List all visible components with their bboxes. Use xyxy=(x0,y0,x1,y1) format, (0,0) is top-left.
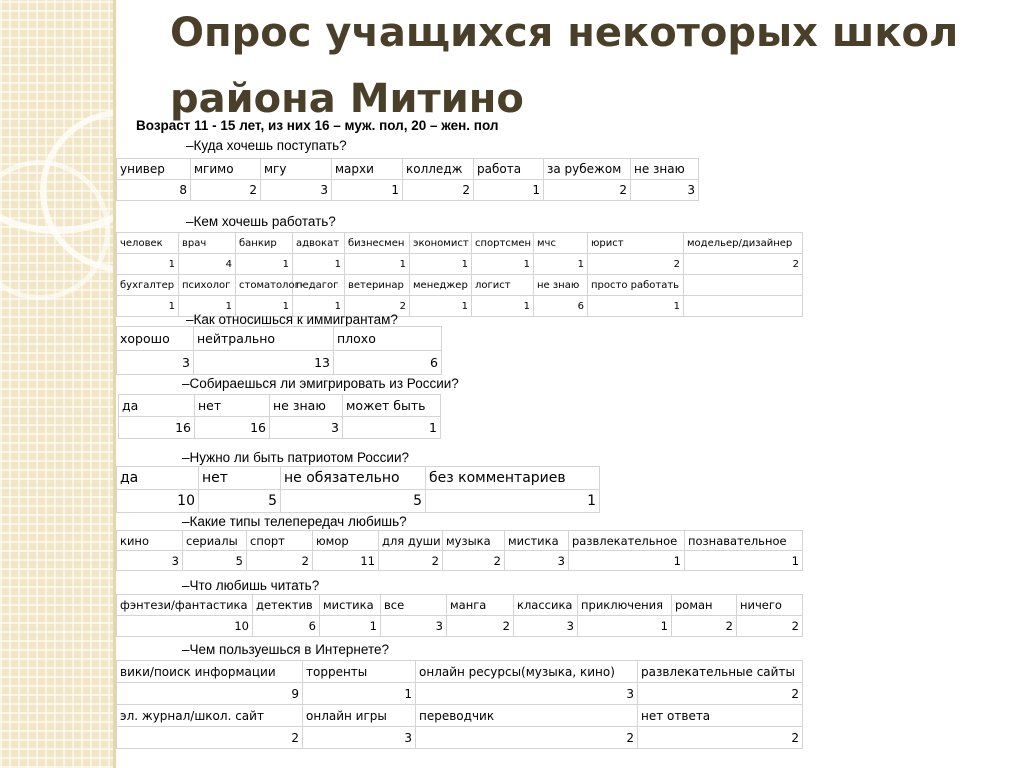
table-emigration xyxy=(118,394,441,439)
table-cell: 3 xyxy=(303,727,416,749)
table-cell: психолог xyxy=(179,275,236,296)
table-cell: 5 xyxy=(183,551,247,571)
table-cell: 1 xyxy=(685,551,803,571)
table-row xyxy=(117,490,600,513)
table-cell: 1 xyxy=(578,616,672,637)
table-cell xyxy=(684,275,803,296)
table-row xyxy=(117,595,803,616)
table-cell: 5 xyxy=(281,490,426,513)
question-heading: –Куда хочешь поступать? xyxy=(186,138,347,153)
table-cell: менеджер xyxy=(410,275,472,296)
table-cell: 3 xyxy=(270,417,343,439)
table-cell: для души xyxy=(379,531,443,551)
table-cell: бухгалтер xyxy=(117,275,179,296)
table-cell: детектив xyxy=(253,595,320,616)
table-cell: спортсмен xyxy=(472,233,534,254)
table-cell: стоматолог- xyxy=(236,275,293,296)
table-row xyxy=(117,351,442,375)
table-cell: нет xyxy=(195,395,270,417)
table-row xyxy=(117,531,803,551)
table-cell: хорошо xyxy=(117,327,194,351)
table-profession xyxy=(116,232,803,317)
table-row xyxy=(117,551,803,571)
table-cell: мчс xyxy=(534,233,588,254)
table-cell: 3 xyxy=(117,351,194,375)
table-cell: 1 xyxy=(117,296,179,317)
table-row xyxy=(117,683,803,705)
table-cell: за рубежом xyxy=(544,159,631,180)
question-heading: –Что любишь читать? xyxy=(182,578,320,593)
table-cell: 2 xyxy=(588,254,684,275)
table-cell: 1 xyxy=(474,180,544,201)
table-cell: логист xyxy=(472,275,534,296)
decorative-side-panel xyxy=(0,0,113,768)
table-cell: 10 xyxy=(117,490,199,513)
table-cell: 1 xyxy=(588,296,684,317)
table-cell: 3 xyxy=(381,616,447,637)
table-cell: врач xyxy=(179,233,236,254)
table-cell: педагог xyxy=(293,275,345,296)
table-cell: не обязательно xyxy=(281,467,426,490)
question-heading: –Чем пользуешься в Интернете? xyxy=(182,642,389,657)
table-cell: музыка xyxy=(443,531,505,551)
table-row xyxy=(117,705,803,727)
table-cell: плохо xyxy=(334,327,442,351)
table-cell: онлайн ресурсы(музыка, кино) xyxy=(416,661,638,683)
decorative-side-panel-edge xyxy=(113,0,116,768)
table-cell: 2 xyxy=(247,551,313,571)
table-cell: не знаю xyxy=(631,159,699,180)
table-cell: все xyxy=(381,595,447,616)
table-internet xyxy=(116,660,803,749)
table-cell: юрист xyxy=(588,233,684,254)
table-cell: переводчик xyxy=(416,705,638,727)
table-cell: развлекательные сайты xyxy=(638,661,803,683)
table-row xyxy=(117,727,803,749)
table-cell: да xyxy=(119,395,195,417)
table-cell: просто работать xyxy=(588,275,684,296)
table-cell: ветеринар xyxy=(345,275,410,296)
survey-subtitle: Возраст 11 - 15 лет, из них 16 – муж. пол, 20 – жен. пол xyxy=(136,118,499,133)
table-cell: онлайн игры xyxy=(303,705,416,727)
table-cell: мистика xyxy=(320,595,381,616)
question-heading: –Собираешься ли эмигрировать из России? xyxy=(182,376,459,391)
table-cell: бизнесмен xyxy=(345,233,410,254)
table-cell: 2 xyxy=(638,727,803,749)
table-cell: нет ответа xyxy=(638,705,803,727)
table-cell: 1 xyxy=(320,616,381,637)
table-cell: 1 xyxy=(472,296,534,317)
table-immigrants xyxy=(116,326,442,375)
table-cell: не знаю xyxy=(534,275,588,296)
table-cell: эл. журнал/школ. сайт xyxy=(117,705,303,727)
table-cell: колледж xyxy=(403,159,474,180)
table-row xyxy=(117,180,699,201)
table-cell: без комментариев xyxy=(426,467,600,490)
table-cell: классика xyxy=(514,595,578,616)
table-cell: роман xyxy=(672,595,737,616)
table-cell: 1 xyxy=(472,254,534,275)
table-cell: 1 xyxy=(426,490,600,513)
table-cell: мархи xyxy=(332,159,403,180)
table-cell: 1 xyxy=(236,296,293,317)
table-reading xyxy=(116,594,803,637)
table-cell: банкир xyxy=(236,233,293,254)
table-cell: 1 xyxy=(293,296,345,317)
table-cell: торренты xyxy=(303,661,416,683)
table-cell: приключения xyxy=(578,595,672,616)
table-cell: 6 xyxy=(534,296,588,317)
table-university xyxy=(116,158,699,201)
table-cell: экономист xyxy=(410,233,472,254)
table-cell: юмор xyxy=(313,531,379,551)
table-row xyxy=(117,661,803,683)
table-cell: 2 xyxy=(737,616,803,637)
table-row xyxy=(119,395,441,417)
table-cell: вики/поиск информации xyxy=(117,661,303,683)
table-row xyxy=(117,467,600,490)
table-row xyxy=(117,275,803,296)
table-cell: нет xyxy=(199,467,281,490)
table-cell: 1 xyxy=(303,683,416,705)
table-tv-shows xyxy=(116,530,803,571)
table-cell: 2 xyxy=(638,683,803,705)
table-cell: спорт xyxy=(247,531,313,551)
table-cell: 2 xyxy=(117,727,303,749)
table-cell: кино xyxy=(117,531,183,551)
table-cell: фэнтези/фантастика xyxy=(117,595,253,616)
table-cell: 16 xyxy=(195,417,270,439)
table-cell: 3 xyxy=(261,180,332,201)
table-cell: 3 xyxy=(505,551,569,571)
table-cell: универ xyxy=(117,159,191,180)
table-row xyxy=(117,233,803,254)
table-cell: нейтрально xyxy=(194,327,334,351)
table-cell: 13 xyxy=(194,351,334,375)
table-cell: 2 xyxy=(191,180,261,201)
slide-title xyxy=(170,0,990,132)
table-row xyxy=(117,327,442,351)
table-cell: 9 xyxy=(117,683,303,705)
table-cell: 2 xyxy=(447,616,514,637)
table-cell: 1 xyxy=(293,254,345,275)
table-row xyxy=(119,417,441,439)
table-cell: 2 xyxy=(345,296,410,317)
table-cell: 2 xyxy=(672,616,737,637)
table-cell: 1 xyxy=(117,254,179,275)
table-cell: 6 xyxy=(334,351,442,375)
table-cell: 4 xyxy=(179,254,236,275)
table-cell: человек xyxy=(117,233,179,254)
table-cell: 3 xyxy=(514,616,578,637)
table-cell: адвокат xyxy=(293,233,345,254)
table-cell: 2 xyxy=(403,180,474,201)
table-row xyxy=(117,159,699,180)
table-cell: мгу xyxy=(261,159,332,180)
table-cell: 1 xyxy=(236,254,293,275)
table-cell: 3 xyxy=(631,180,699,201)
table-cell: не знаю xyxy=(270,395,343,417)
table-cell: развлекательное xyxy=(569,531,685,551)
table-cell: модельер/дизайнер xyxy=(684,233,803,254)
table-row xyxy=(117,616,803,637)
table-patriotism xyxy=(116,466,600,513)
question-heading: –Какие типы телепередач любишь? xyxy=(182,514,407,529)
table-cell: 2 xyxy=(684,254,803,275)
question-heading: –Кем хочешь работать? xyxy=(186,214,336,229)
table-cell: 2 xyxy=(379,551,443,571)
table-cell: 1 xyxy=(179,296,236,317)
table-cell: 3 xyxy=(416,683,638,705)
table-cell xyxy=(684,296,803,317)
question-heading: –Как относишься к иммигрантам? xyxy=(186,312,398,327)
table-cell: да xyxy=(117,467,199,490)
table-cell: 10 xyxy=(117,616,253,637)
table-row xyxy=(117,254,803,275)
table-cell: 8 xyxy=(117,180,191,201)
table-cell: 5 xyxy=(199,490,281,513)
table-cell: 3 xyxy=(117,551,183,571)
table-cell: познавательное xyxy=(685,531,803,551)
table-cell: 2 xyxy=(443,551,505,571)
table-cell: работа xyxy=(474,159,544,180)
table-cell: 1 xyxy=(343,417,441,439)
table-cell: 1 xyxy=(534,254,588,275)
slide-title-line2: района Митино xyxy=(170,76,524,122)
table-cell: 2 xyxy=(416,727,638,749)
table-cell: может быть xyxy=(343,395,441,417)
table-cell: мгимо xyxy=(191,159,261,180)
table-cell: 1 xyxy=(332,180,403,201)
table-cell: 1 xyxy=(410,296,472,317)
table-cell: 1 xyxy=(345,254,410,275)
table-cell: ничего xyxy=(737,595,803,616)
slide-title-line1: Опрос учащихся некоторых школ xyxy=(170,10,959,56)
table-cell: мистика xyxy=(505,531,569,551)
question-heading: –Нужно ли быть патриотом России? xyxy=(182,450,410,465)
table-cell: 11 xyxy=(313,551,379,571)
table-cell: 1 xyxy=(569,551,685,571)
table-cell: 1 xyxy=(410,254,472,275)
table-cell: 6 xyxy=(253,616,320,637)
table-cell: 2 xyxy=(544,180,631,201)
table-cell: манга xyxy=(447,595,514,616)
table-cell: сериалы xyxy=(183,531,247,551)
table-cell: 16 xyxy=(119,417,195,439)
